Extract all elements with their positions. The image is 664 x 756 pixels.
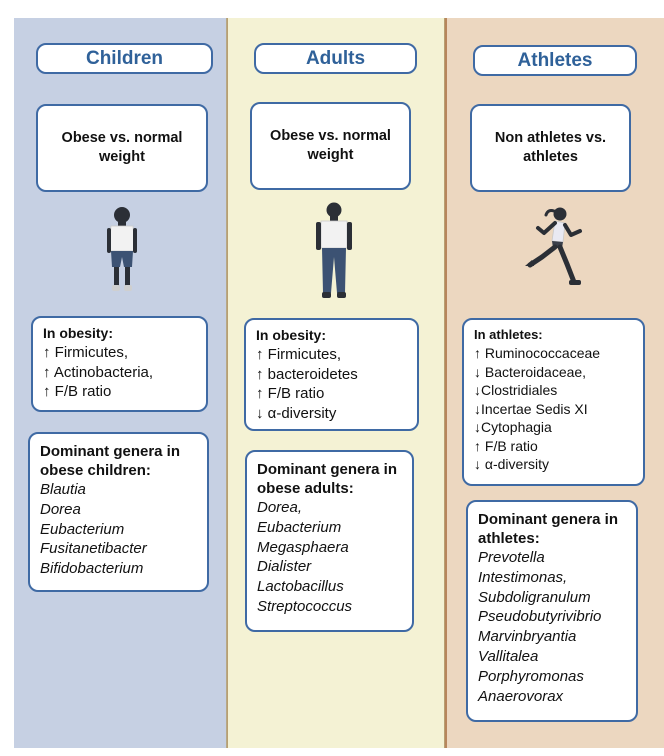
athletes-genus: Pseudobutyrivibrio xyxy=(478,608,602,626)
athletes-genera-box xyxy=(466,500,638,722)
athletes-finding: ↓Cytophagia xyxy=(474,419,552,435)
children-finding: ↑ F/B ratio xyxy=(43,383,112,400)
adults-genus: Eubacterium xyxy=(257,518,342,536)
children-genus: Fusitanetibacter xyxy=(40,540,147,558)
athletes-genera-heading: Dominant genera in athletes: xyxy=(478,511,619,547)
adults-genera-heading: Dominant genera in obese adults: xyxy=(257,461,398,497)
athletes-finding: ↓Clostridiales xyxy=(474,382,558,398)
children-genera-box xyxy=(28,432,209,592)
children-genus: Blautia xyxy=(40,481,86,498)
children-genera-heading: Dominant genera in obese children: xyxy=(40,443,181,479)
children-finding: ↑ Firmicutes, xyxy=(43,344,129,361)
children-finding: ↑ Actinobacteria, xyxy=(43,363,154,381)
adult-figure-icon xyxy=(314,201,354,301)
athletes-finding: ↓Incertae Sedis XI xyxy=(474,400,588,417)
adults-genus: Streptococcus xyxy=(257,597,353,615)
children-findings-heading: In obesity: xyxy=(43,325,114,341)
children-comparison: Obese vs. normal weight xyxy=(36,104,208,192)
adults-genus: Dorea, xyxy=(257,499,303,516)
children-genus: Bifidobacterium xyxy=(40,560,144,578)
adults-genus: Lactobacillus xyxy=(257,578,344,596)
adults-findings-heading: In obesity: xyxy=(256,327,327,343)
children-genus: Eubacterium xyxy=(40,520,125,538)
athletes-findings-heading: In athletes: xyxy=(474,327,543,342)
adults-findings-box xyxy=(244,318,419,431)
adults-finding: ↑ F/B ratio xyxy=(256,385,325,402)
athletes-genus: Anaerovorax xyxy=(478,687,564,705)
athletes-genus: Subdoligranulum xyxy=(478,588,591,606)
children-findings-box xyxy=(31,316,208,412)
child-figure-icon xyxy=(104,205,140,295)
athletes-finding: ↓ α-diversity xyxy=(474,456,549,472)
athletes-findings-box xyxy=(462,318,645,486)
athletes-finding: ↑ Ruminococcaceae xyxy=(474,345,601,361)
adults-finding: ↓ α-diversity xyxy=(256,404,337,422)
children-genus: Dorea xyxy=(40,500,81,518)
adults-title: Adults xyxy=(254,43,417,74)
adults-finding: ↑ bacteroidetes xyxy=(256,365,358,383)
adults-genus: Megasphaera xyxy=(257,538,349,556)
athletes-genus: Prevotella xyxy=(478,549,545,566)
athletes-title: Athletes xyxy=(473,45,637,76)
athletes-finding: ↑ F/B ratio xyxy=(474,437,538,454)
adults-comparison: Obese vs. normal weight xyxy=(250,102,411,190)
athletes-genus: Porphyromonas xyxy=(478,667,584,685)
athletes-comparison: Non athletes vs. athletes xyxy=(470,104,631,192)
adults-finding: ↑ Firmicutes, xyxy=(256,346,342,363)
runner-figure-icon xyxy=(522,206,584,290)
athletes-genus: Intestimonas, xyxy=(478,568,568,586)
athletes-genus: Vallitalea xyxy=(478,647,539,665)
athletes-finding: ↓ Bacteroidaceae, xyxy=(474,363,587,380)
adults-genus: Dialister xyxy=(257,558,312,576)
children-title: Children xyxy=(36,43,213,74)
athletes-genus: Marvinbryantia xyxy=(478,628,577,646)
adults-genera-box xyxy=(245,450,414,632)
